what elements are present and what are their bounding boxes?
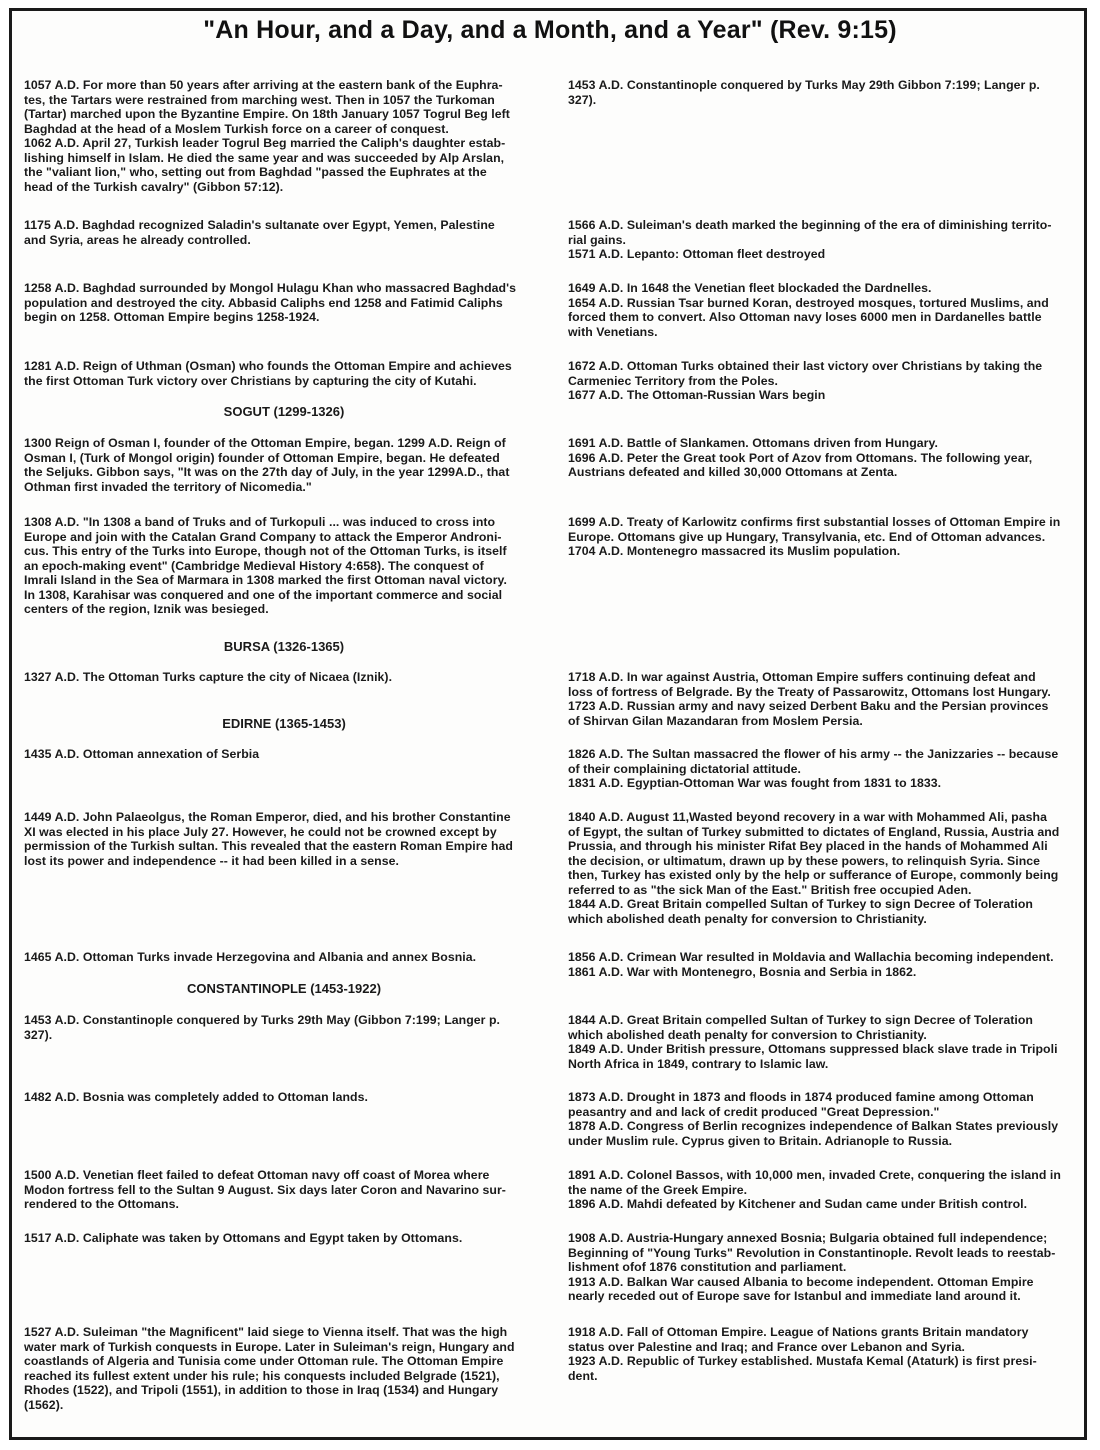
entry-r-1840: 1840 A.D. August 11,Wasted beyond recovery in a war with Mohammed Ali, pasha of Egypt, the sultan of Turkey submitted to dictates of England, Russia, Austria and Prussia, and through his minister Rifat Bey placed in the hands of Mohammed Ali the decision, or ultimatum, drawn up by these powers, to relinquish Syria. Since then, Turkey has existed only by the help or sufferance of Europe, commonly being referred to as "the sick Man of the East." British free occupied Aden. 1844 A.D. Great Britain compelled Sultan of Turkey to sign Decree of Toleration which abolished death penalty for conversion to Christianity.	[568, 810, 1060, 926]
entry-1281: 1281 A.D. Reign of Uthman (Osman) who founds the Ottoman Empire and achieves the first Ottoman Turk victory over Christians by capturing the city of Kutahi.	[24, 359, 512, 388]
heading-sogut: SOGUT (1299-1326)	[223, 404, 345, 419]
entry-r-1873: 1873 A.D. Drought in 1873 and floods in 1874 produced famine among Ottoman peasantry and and lack of credit produced "Great Depression." 1878 A.D. Congress of Berlin recognizes independence of Balkan States previously under Muslim rule. Cyprus given to Britain. Adrianople to Russia.	[568, 1090, 1059, 1148]
heading-bursa: BURSA (1326-1365)	[223, 639, 345, 654]
entry-1258: 1258 A.D. Baghdad surrounded by Mongol Hulagu Khan who massacred Baghdad's population and destroyed the city. Abbasid Caliphs end 1258 and Fatimid Caliphs begin on 1258. Ottoman Empire begins 1258-1924.	[24, 281, 516, 324]
entry-r-1826: 1826 A.D. The Sultan massacred the flower of his army -- the Janizzaries -- because of their complaining dictatorial attitude. 1831 A.D. Egyptian-Ottoman War was fought from 1831 to 1833.	[568, 747, 1059, 790]
entry-r-1672: 1672 A.D. Ottoman Turks obtained their last victory over Christians by taking the Carmeniec Territory from the Poles. 1677 A.D. The Ottoman-Russian Wars begin	[568, 359, 1043, 402]
entry-1449: 1449 A.D. John Palaeolgus, the Roman Emperor, died, and his brother Constantine XI was elected in his place July 27. However, he could not be crowned except by permission of the Turkish sultan. This revealed that the eastern Roman Empire had lost its power and independence -- it had been killed in a sense.	[24, 810, 513, 868]
entry-r-1649: 1649 A.D. In 1648 the Venetian fleet blockaded the Dardnelles. 1654 A.D. Russian Tsar burned Koran, destroyed mosques, tortured Muslims, and forced them to convert. Also Ottoman navy loses 6000 men in Dardanelles battle with Venetians.	[568, 281, 1049, 339]
entry-r-1566: 1566 A.D. Suleiman's death marked the beginning of the era of diminishing territo- rial gains. 1571 A.D. Lepanto: Ottoman fleet destroyed	[568, 218, 1052, 261]
page-title: "An Hour, and a Day, and a Month, and a Year" (Rev. 9:15)	[203, 16, 897, 44]
entry-r-1453: 1453 A.D. Constantinople conquered by Turks May 29th Gibbon 7:199; Langer p. 327).	[568, 78, 1040, 107]
entry-r-1891: 1891 A.D. Colonel Bassos, with 10,000 men, invaded Crete, conquering the island in the name of the Greek Empire. 1896 A.D. Mahdi defeated by Kitchener and Sudan came under British control.	[568, 1168, 1061, 1211]
heading-constantinople: CONSTANTINOPLE (1453-1922)	[186, 981, 382, 996]
entry-r-1908: 1908 A.D. Austria-Hungary annexed Bosnia; Bulgaria obtained full independence; Beginning of "Young Turks" Revolution in Constantinople. Revolt leads to reestab- lishment ofof 1876 constitution and parliament. 1913 A.D. Balkan War caused Albania to become independent. Ottoman Empire nearly receded out of Europe save for Istanbul and immediate land around it.	[568, 1231, 1056, 1303]
entry-1500: 1500 A.D. Venetian fleet failed to defeat Ottoman navy off coast of Morea where Modon fortress fell to the Sultan 9 August. Six days later Coron and Navarino sur- rendered to the Ottomans.	[24, 1168, 506, 1211]
entry-r-1844: 1844 A.D. Great Britain compelled Sultan of Turkey to sign Decree of Toleration which abolished death penalty for conversion to Christianity. 1849 A.D. Under British pressure, Ottomans suppressed black slave trade in Tripoli North Africa in 1849, contrary to Islamic law.	[568, 1013, 1058, 1071]
heading-edirne: EDIRNE (1365-1453)	[222, 716, 346, 731]
entry-r-1699: 1699 A.D. Treaty of Karlowitz confirms first substantial losses of Ottoman Empire in Europe. Ottomans give up Hungary, Transylvania, etc. End of Ottoman advances. 1704 A.D. Montenegro massacred its Muslim population.	[568, 515, 1061, 558]
entry-1435: 1435 A.D. Ottoman annexation of Serbia	[24, 747, 260, 761]
entry-r-1856: 1856 A.D. Crimean War resulted in Moldavia and Wallachia becoming independent. 1861 A.D. War with Montenegro, Bosnia and Serbia in 1862.	[568, 950, 1054, 979]
entry-1465: 1465 A.D. Ottoman Turks invade Herzegovina and Albania and annex Bosnia.	[24, 950, 477, 964]
entry-1308: 1308 A.D. "In 1308 a band of Truks and of Turkopuli ... was induced to cross into Europe and join with the Catalan Grand Company to attack the Emperor Androni- cus. This entry of the Turks into Europe, though not of the Ottoman Turks, is itself an epoch-making event" (Cambridge Medieval History 4:658). The conquest of Imrali Island in the Sea of Marmara in 1308 marked the first Ottoman naval victory. In 1308, Karahisar was conquered and one of the important commerce and social centers of the region, Iznik was besieged.	[24, 515, 507, 616]
entry-1300: 1300 Reign of Osman I, founder of the Ottoman Empire, began. 1299 A.D. Reign of Osman I, (Turk of Mongol origin) founder of Ottoman Empire, began. He defeated the Seljuks. Gibbon says, "It was on the 27th day of July, in the year 1299A.D., that Othman first invaded the territory of Nicomedia."	[24, 436, 510, 494]
entry-1527: 1527 A.D. Suleiman "the Magnificent" laid siege to Vienna itself. That was the high water mark of Turkish conquests in Europe. Later in Suleiman's reign, Hungary and coastlands of Algeria and Tunisia come under Ottoman rule. The Ottoman Empire reached its fullest extent under his rule; his conquests included Belgrade (1521), Rhodes (1522), and Tripoli (1551), in addition to those in Iraq (1534) and Hungary (1562).	[24, 1325, 515, 1412]
entry-r-1718: 1718 A.D. In war against Austria, Ottoman Empire suffers continuing defeat and loss of fortress of Belgrade. By the Treaty of Passarowitz, Ottomans lost Hungary. 1723 A.D. Russian army and navy seized Derbent Baku and the Persian provinces of Shirvan Gilan Mazandaran from Moslem Persia.	[568, 670, 1051, 728]
entry-1482: 1482 A.D. Bosnia was completely added to Ottoman lands.	[24, 1090, 368, 1104]
entry-1057: 1057 A.D. For more than 50 years after arriving at the eastern bank of the Euphra- tes, the Tartars were restrained from marching west. Then in 1057 the Turkoman (Tartar) marched upon the Byzantine Empire. On 18th January 1057 Togrul Beg left Baghdad at the head of a Moslem Turkish force on a career of conquest. 1062 A.D. April 27, Turkish leader Togrul Beg married the Caliph's daughter estab- lishing himself in Islam. He died the same year and was succeeded by Alp Arslan, the "valiant lion," who, setting out from Baghdad "passed the Euphrates at the head of the Turkish cavalry" (Gibbon 57:12).	[24, 78, 510, 194]
entry-1453: 1453 A.D. Constantinople conquered by Turks 29th May (Gibbon 7:199; Langer p. 327).	[24, 1013, 500, 1042]
entry-1175: 1175 A.D. Baghdad recognized Saladin's sultanate over Egypt, Yemen, Palestine and Syria, areas he already controlled.	[24, 218, 495, 247]
entry-1517: 1517 A.D. Caliphate was taken by Ottomans and Egypt taken by Ottomans.	[24, 1231, 463, 1245]
entry-r-1918: 1918 A.D. Fall of Ottoman Empire. League of Nations grants Britain mandatory status over Palestine and Iraq; and France over Lebanon and Syria. 1923 A.D. Republic of Turkey established. Mustafa Kemal (Ataturk) is first presi- dent.	[568, 1325, 1037, 1383]
entry-r-1691: 1691 A.D. Battle of Slankamen. Ottomans driven from Hungary. 1696 A.D. Peter the Great took Port of Azov from Ottomans. The following year, Austrians defeated and killed 30,000 Ottomans at Zenta.	[568, 436, 1033, 479]
entry-1327: 1327 A.D. The Ottoman Turks capture the city of Nicaea (Iznik).	[24, 670, 393, 684]
